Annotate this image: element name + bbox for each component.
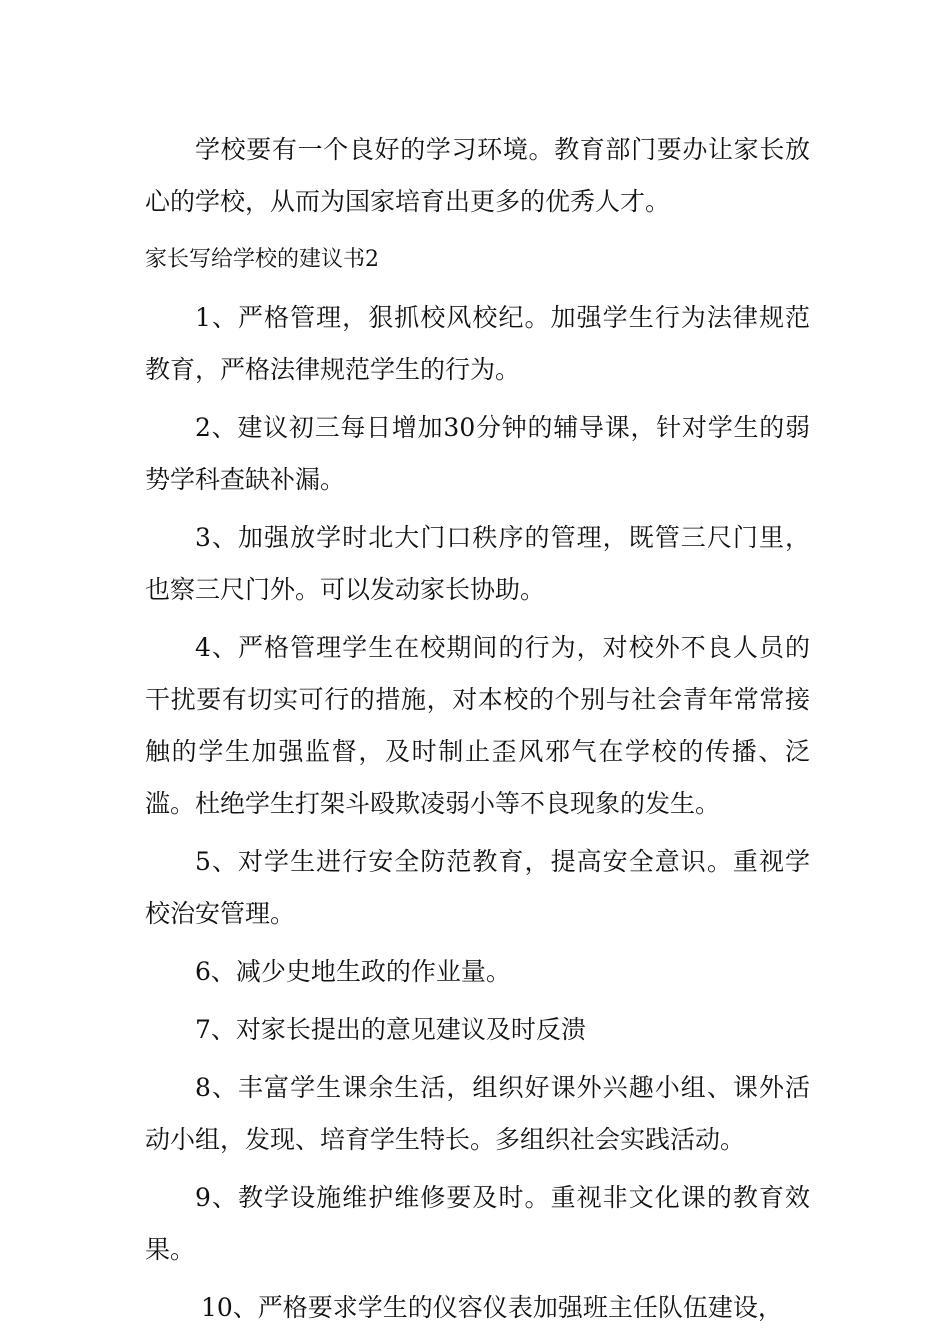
list-item-10: 10、严格要求学生的仪容仪表加强班主任队伍建设， bbox=[201, 1293, 783, 1322]
list-item-2: 2、建议初三每日增加30分钟的辅导课，针对学生的弱势学科查缺补漏。 bbox=[145, 413, 810, 494]
list-item-5: 5、对学生进行安全防范教育，提高安全意识。重视学校治安管理。 bbox=[145, 847, 810, 928]
list-item-1: 1、严格管理，狠抓校风校纪。加强学生行为法律规范教育，严格法律规范学生的行为。 bbox=[145, 303, 810, 384]
document-body bbox=[145, 124, 810, 1340]
list-item-7: 7、对家长提出的意见建议及时反溃 bbox=[195, 1015, 586, 1044]
list-item-9: 9、教学设施维护维修要及时。重视非文化课的教育效果。 bbox=[145, 1183, 810, 1264]
list-item-6: 6、减少史地生政的作业量。 bbox=[195, 957, 511, 986]
intro-paragraph: 学校要有一个良好的学习环境。教育部门要办让家长放心的学校，从而为国家培育出更多的优秀人才。 bbox=[145, 135, 810, 216]
list-item-3: 3、加强放学时北大门口秩序的管理，既管三尺门里，也察三尺门外。可以发动家长协助。 bbox=[145, 523, 810, 604]
section-title: 家长写给学校的建议书2 bbox=[145, 247, 379, 272]
list-item-8: 8、丰富学生课余生活，组织好课外兴趣小组、课外活动小组，发现、培育学生特长。多组织社会实践活动。 bbox=[145, 1073, 810, 1154]
list-item-4: 4、严格管理学生在校期间的行为，对校外不良人员的干扰要有切实可行的措施，对本校的个别与社会青年常常接触的学生加强监督，及时制止歪风邪气在学校的传播、泛滥。杜绝学生打架斗殴欺凌弱小等不良现象的发生。 bbox=[145, 633, 810, 818]
